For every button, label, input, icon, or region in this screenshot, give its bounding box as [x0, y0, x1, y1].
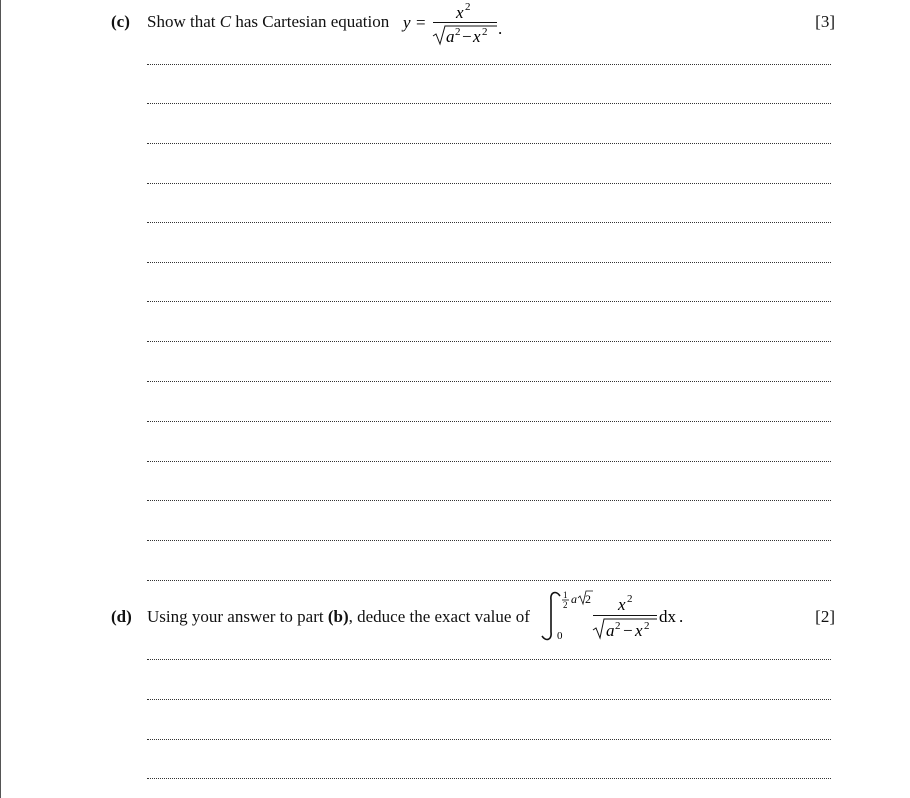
integral-lower-limit: 0 [557, 630, 563, 642]
answer-line[interactable] [147, 540, 831, 541]
answer-line[interactable] [147, 262, 831, 263]
integral-numerator: x [618, 595, 626, 614]
equation-lhs: y [403, 13, 411, 32]
part-c-equation [400, 0, 510, 50]
integral-upper-root: 2 [585, 592, 591, 606]
integral-upper-denominator: 2 [563, 600, 568, 610]
integral-denominator-x: x [635, 621, 643, 640]
part-c-variable: C [219, 12, 232, 31]
part-d-question [147, 607, 530, 627]
part-d-reference: (b) [327, 607, 349, 626]
answer-line[interactable] [147, 143, 831, 144]
answer-line[interactable] [147, 64, 831, 65]
answer-line[interactable] [147, 778, 831, 779]
integral-denominator-a: a [606, 621, 615, 640]
answer-line[interactable] [147, 103, 831, 104]
answer-line[interactable] [147, 381, 831, 382]
equation-denominator-x: x [473, 27, 481, 46]
part-d-label: (d) [111, 607, 132, 626]
answer-line[interactable] [147, 301, 831, 302]
answer-line[interactable] [147, 461, 831, 462]
part-c-label: (c) [111, 12, 130, 31]
part-c-text-before: Show that [147, 12, 220, 31]
equation-denominator-a-exponent: 2 [455, 26, 461, 38]
answer-line[interactable] [147, 341, 831, 342]
part-c-question [147, 12, 389, 32]
integral-denominator-x-exponent: 2 [644, 620, 650, 632]
integral-differential: dx [659, 607, 676, 626]
part-d-text-end: , deduce the exact value of [348, 607, 530, 626]
answer-line[interactable] [147, 699, 831, 700]
equation-equals: = [416, 13, 426, 32]
answer-line[interactable] [147, 183, 831, 184]
part-d-text-start: Using your answer to part [147, 607, 328, 626]
part-c-marks: [3] [815, 12, 835, 31]
integral-numerator-exponent: 2 [627, 593, 633, 605]
part-d-marks: [2] [815, 607, 835, 626]
integral-trailing-period: . [679, 607, 684, 626]
answer-line[interactable] [147, 421, 831, 422]
equation-numerator: x [456, 3, 464, 22]
answer-line[interactable] [147, 222, 831, 223]
part-c-text-after: has Cartesian equation [231, 12, 390, 31]
equation-numerator-exponent: 2 [465, 1, 471, 13]
page-left-border [0, 0, 1, 798]
equation-denominator-x-exponent: 2 [482, 26, 488, 38]
answer-line[interactable] [147, 739, 831, 740]
answer-line[interactable] [147, 500, 831, 501]
equation-denominator-minus: − [462, 27, 472, 46]
integral-denominator-minus: − [623, 621, 633, 640]
answer-line[interactable] [147, 580, 831, 581]
equation-trailing-period: . [498, 19, 503, 38]
part-d-integral [540, 586, 700, 646]
integral-upper-a: a [571, 592, 577, 606]
answer-line[interactable] [147, 659, 831, 660]
integral-upper-numerator: 1 [563, 590, 568, 600]
integral-denominator-a-exponent: 2 [615, 620, 621, 632]
equation-denominator-a: a [446, 27, 455, 46]
